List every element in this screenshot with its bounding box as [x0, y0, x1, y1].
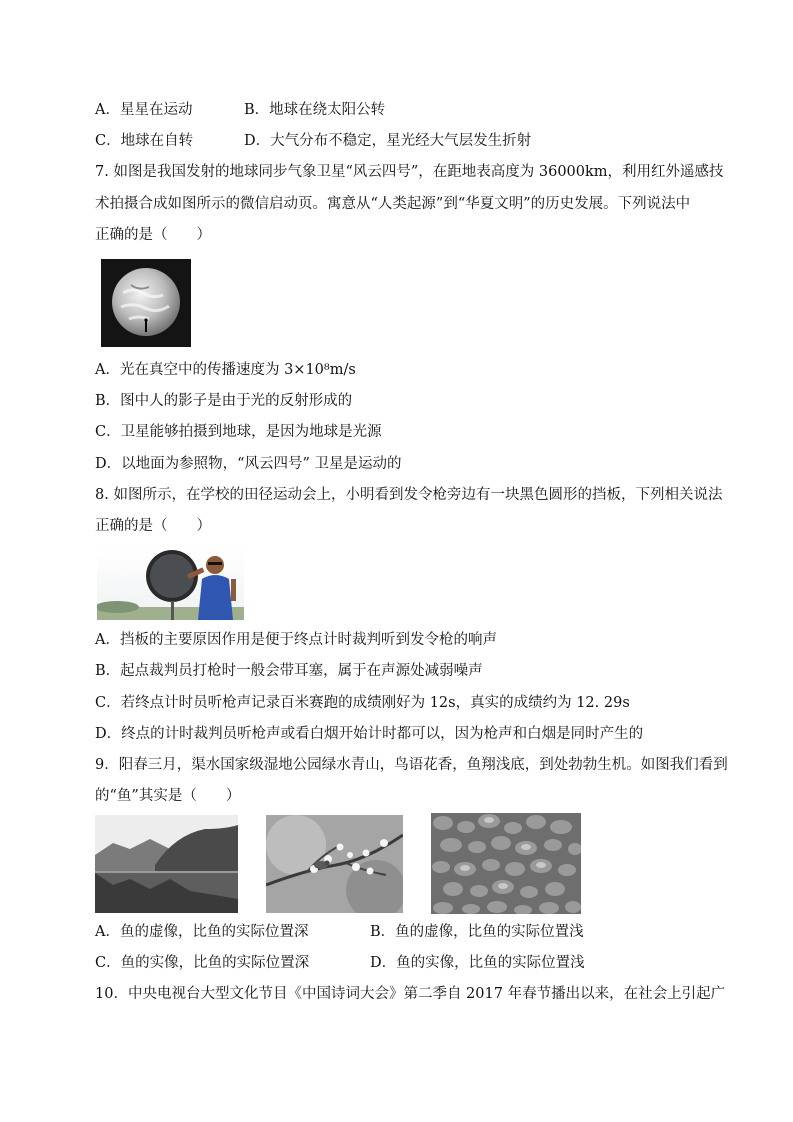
q8-option-c: C．若终点计时员听枪声记录百米赛跑的成绩刚好为 12s，真实的成绩约为 12. 29s — [95, 695, 630, 711]
earth-satellite-image — [101, 259, 191, 347]
q7-option-a: A．光在真空中的传播速度为 3×10⁸m/s — [95, 362, 356, 378]
q9-stem-line2: 的“鱼”其实是（ ） — [95, 788, 241, 804]
q6-option-c: C．地球在自转 — [95, 133, 194, 149]
q9-option-d: D．鱼的实像，比鱼的实际位置浅 — [370, 955, 585, 971]
q10-stem-line1: 10．中央电视台大型文化节目《中国诗词大会》第二季自 2017 年春节播出以来，在社会上引起广 — [95, 986, 726, 1002]
q7-stem-line1: 7. 如图是我国发射的地球同步气象卫星“风云四号”，在距地表高度为 36000km，利用红外遥感技 — [95, 164, 724, 180]
pebble-stream-photo — [431, 813, 581, 914]
q9-option-b: B．鱼的虚像，比鱼的实际位置浅 — [370, 924, 584, 940]
q9-option-c: C．鱼的实像，比鱼的实际位置深 — [95, 955, 310, 971]
q8-stem-line1: 8. 如图所示，在学校的田径运动会上，小明看到发令枪旁边有一块黑色圆形的挡板，下列相关说法 — [95, 487, 723, 503]
q8-option-d: D．终点的计时裁判员听枪声或看白烟开始计时都可以，因为枪声和白烟是同时产生的 — [95, 726, 644, 742]
q8-stem-line2: 正确的是（ ） — [95, 518, 211, 534]
q8-option-a: A．挡板的主要原因作用是便于终点计时裁判听到发令枪的响声 — [95, 632, 497, 648]
q6-option-a: A．星星在运动 — [95, 102, 193, 118]
q7-stem-line2: 术拍摄合成如图所示的微信启动页。寓意从“人类起源”到“华夏文明”的历史发展。下列说法中 — [95, 196, 691, 212]
blossom-bird-photo — [266, 815, 403, 913]
q7-option-b: B．图中人的影子是由于光的反射形成的 — [95, 393, 353, 409]
q9-stem-line1: 9．阳春三月，渠水国家级湿地公园绿水青山，鸟语花香，鱼翔浅底，到处勃勃生机。如图我们看到 — [95, 757, 728, 773]
starter-board-photo — [97, 549, 244, 620]
q8-option-b: B．起点裁判员打枪时一般会带耳塞，属于在声源处减弱噪声 — [95, 663, 483, 679]
q7-option-c: C．卫星能够拍摄到地球，是因为地球是光源 — [95, 424, 382, 440]
q6-option-b: B．地球在绕太阳公转 — [244, 102, 386, 118]
q9-option-a: A．鱼的虚像，比鱼的实际位置深 — [95, 924, 309, 940]
q7-stem-line3: 正确的是（ ） — [95, 227, 211, 243]
lake-landscape-photo — [95, 815, 238, 913]
q7-option-d: D．以地面为参照物，“风云四号” 卫星是运动的 — [95, 456, 402, 472]
q6-option-d: D．大气分布不稳定，星光经大气层发生折射 — [244, 133, 532, 149]
